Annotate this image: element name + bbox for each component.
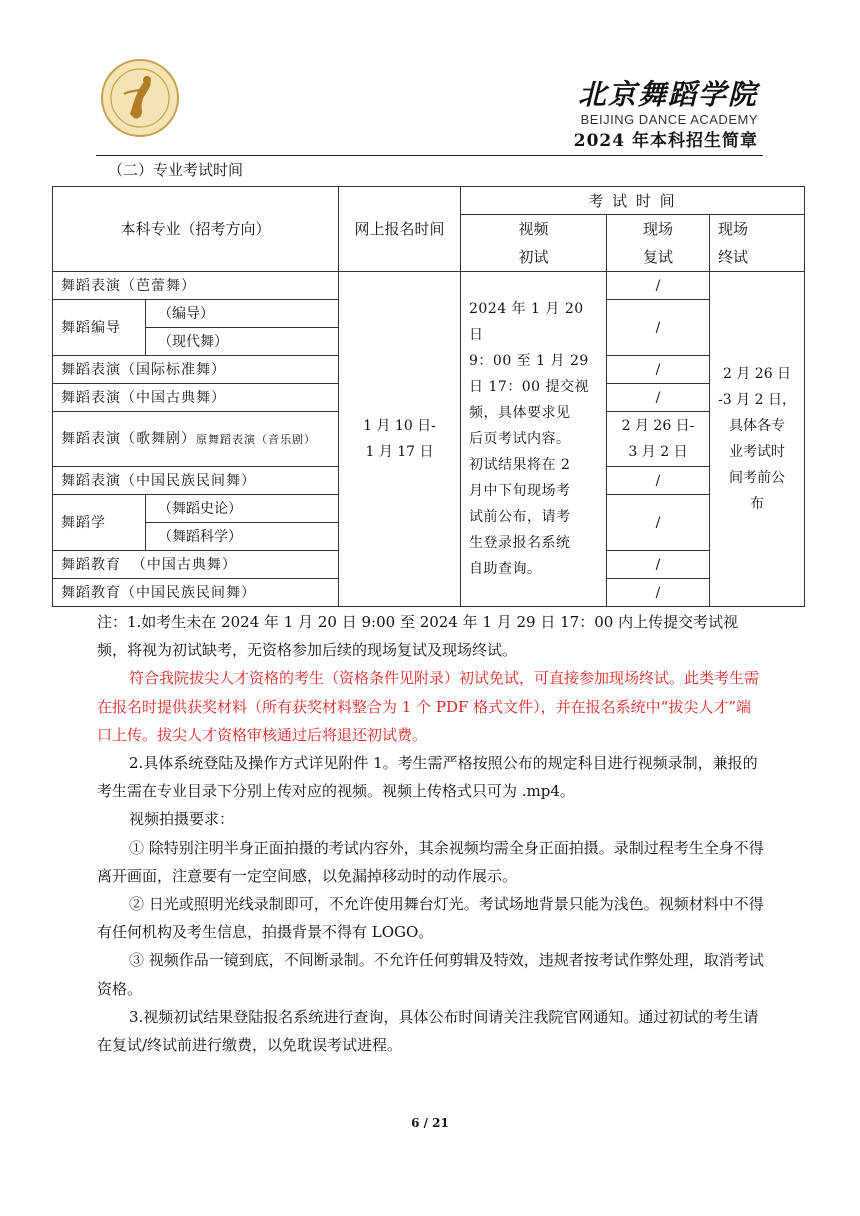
row-edu-classical: 舞蹈教育 （中国古典舞） bbox=[53, 551, 339, 579]
retest-ballroom: / bbox=[607, 356, 710, 384]
section-title: （二）专业考试时间 bbox=[108, 161, 244, 179]
row-classical: 舞蹈表演（中国古典舞） bbox=[53, 384, 339, 412]
row-choreography: 舞蹈编导 bbox=[53, 300, 146, 356]
row-choreography-modern: （现代舞） bbox=[146, 328, 339, 356]
retest-edu-classical: / bbox=[607, 551, 710, 579]
brochure-title: 2024 年本科招生简章 bbox=[573, 131, 758, 151]
row-ballroom: 舞蹈表演（国际标准舞） bbox=[53, 356, 339, 384]
page-header bbox=[574, 80, 758, 151]
notes-section bbox=[97, 608, 764, 1059]
registration-time: 1 月 10 日- 1 月 17 日 bbox=[339, 272, 461, 607]
video-requirements-title: 视频拍摄要求： bbox=[129, 810, 235, 829]
header-divider bbox=[96, 155, 763, 156]
row-dance-history: （舞蹈史论） bbox=[146, 495, 339, 523]
row-musical bbox=[53, 412, 339, 467]
exam-schedule-table bbox=[52, 186, 805, 607]
header-video-prelim: 视频 初试 bbox=[461, 215, 607, 272]
retest-ballet: / bbox=[607, 272, 710, 300]
header-onsite-final: 现场 终试 bbox=[710, 215, 805, 272]
row-dance-science: （舞蹈科学） bbox=[146, 523, 339, 551]
row-musical-note: 原舞蹈表演（音乐剧） bbox=[196, 432, 316, 446]
retest-edu-folk: / bbox=[607, 579, 710, 607]
retest-classical: / bbox=[607, 384, 710, 412]
row-ballet: 舞蹈表演（芭蕾舞） bbox=[53, 272, 339, 300]
academy-logo bbox=[100, 58, 180, 138]
school-name-cn: 北京舞蹈学院 bbox=[577, 78, 758, 111]
row-dance-studies: 舞蹈学 bbox=[53, 495, 146, 551]
note-3: 3.视频初试结果登陆报名系统进行查询，具体公布时间请关注我院官网通知。通过初试的考生请在复试/终试前进行缴费，以免耽误考试进程。 bbox=[97, 1007, 759, 1055]
video-requirement-2: ② 日光或照明光线录制即可，不允许使用舞台灯光。考试场地背景只能为浅色。视频材料中不得有任何机构及考生信息，拍摄背景不得有 LOGO。 bbox=[97, 895, 764, 942]
retest-musical: 2 月 26 日- 3 月 2 日 bbox=[607, 412, 710, 467]
retest-dance-studies: / bbox=[607, 495, 710, 551]
row-folk: 舞蹈表演（中国民族民间舞） bbox=[53, 467, 339, 495]
retest-choreography: / bbox=[607, 300, 710, 356]
header-exam-time: 考 试 时 间 bbox=[461, 187, 805, 215]
row-musical-label: 舞蹈表演（歌舞剧） bbox=[61, 430, 196, 447]
header-onsite-retest: 现场 复试 bbox=[607, 215, 710, 272]
note-top-talent: 符合我院拔尖人才资格的考生（资格条件见附录）初试免试，可直接参加现场终试。此类考生需在报名时提供获奖材料（所有获奖材料整合为 1 个 PDF 格式文件），并在报名系统中“拔尖人才”端口上传。拔尖人才资格审核通过后将退还初试费。 bbox=[97, 669, 760, 744]
header-major: 本科专业（招考方向） bbox=[53, 187, 339, 272]
header-registration: 网上报名时间 bbox=[339, 187, 461, 272]
page-number: 6 / 21 bbox=[411, 1116, 449, 1130]
row-edu-folk: 舞蹈教育（中国民族民间舞） bbox=[53, 579, 339, 607]
retest-folk: / bbox=[607, 467, 710, 495]
video-requirement-1: ① 除特别注明半身正面拍摄的考试内容外，其余视频均需全身正面拍摄。录制过程考生全身不得离开画面，注意要有一定空间感，以免漏掉移动时的动作展示。 bbox=[97, 838, 764, 885]
school-name-en: BEIJING DANCE ACADEMY bbox=[580, 112, 758, 127]
video-requirement-3: ③ 视频作品一镜到底，不间断录制。不允许任何剪辑及特效，违规者按考试作弊处理，取消考试资格。 bbox=[97, 951, 764, 998]
video-prelim-time: 2024 年 1 月 20 日 9：00 至 1 月 29 日 17：00 提交视 频，具体要求见 后页考试内容。 初试结果将在 2 月中下旬现场考 试前公布，请考 生登录报名系统 自助查询。 bbox=[461, 272, 607, 607]
note-1: 注：1.如考生未在 2024 年 1 月 20 日 9:00 至 2024 年 1 月 29 日 17：00 内上传提交考试视频，将视为初试缺考，无资格参加后续的现场复试及现场终试。 bbox=[97, 613, 739, 660]
row-choreography-directing: （编导） bbox=[146, 300, 339, 328]
final-exam-time: 2 月 26 日 -3 月 2 日， 具体各专 业考试时 间考前公 布 bbox=[710, 272, 805, 607]
note-2: 2.具体系统登陆及操作方式详见附件 1。考生需严格按照公布的规定科目进行视频录制，兼报的考生需在专业目录下分别上传对应的视频。视频上传格式只可为 .mp4。 bbox=[97, 754, 758, 801]
